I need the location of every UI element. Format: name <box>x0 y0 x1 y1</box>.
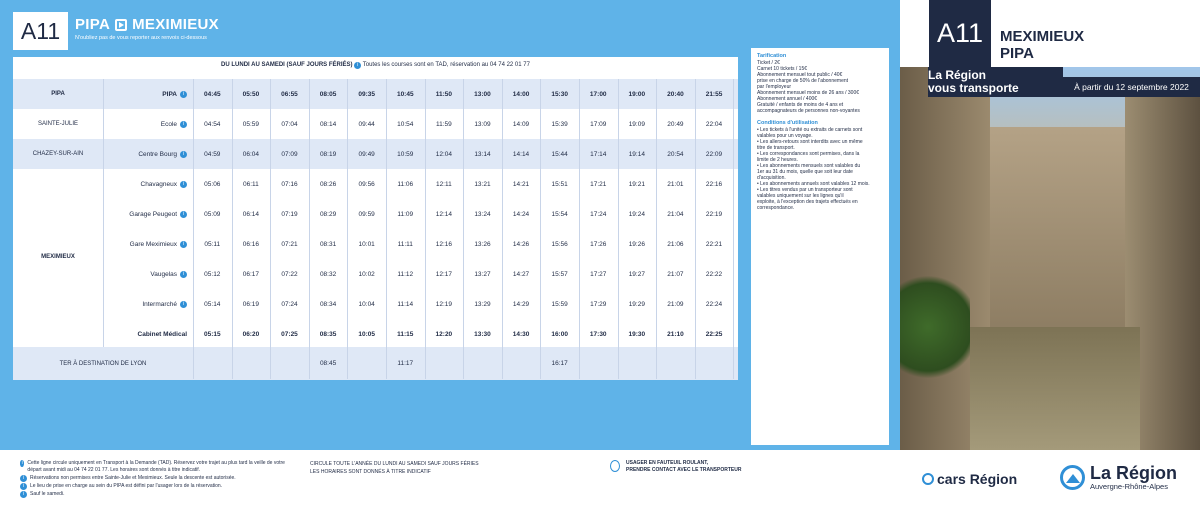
footnote-text: Sauf le samedi. <box>30 491 65 497</box>
time-cell: 14:21 <box>512 180 530 188</box>
time-cell: 07:04 <box>281 120 298 128</box>
condition-line: • Les correspondances sont permises, dans la <box>757 151 860 157</box>
stop-cell <box>103 241 193 248</box>
time-cell: 13:14 <box>474 150 491 158</box>
time-cell: 22:25 <box>705 330 723 338</box>
time-cell: 13:24 <box>474 210 491 218</box>
condition-line: • Les tickets à l'unité ou extraits de carnets sont <box>757 127 863 133</box>
stop-cell <box>103 211 193 218</box>
time-cell: 08:32 <box>319 270 337 278</box>
footnote <box>20 483 300 490</box>
stop-name: Ecole <box>160 120 177 128</box>
stop-name: Cabinet Médical <box>137 330 187 338</box>
condition-line: valables uniquement sur les lignes qu'il <box>757 193 844 199</box>
ter-row <box>13 347 738 380</box>
time-cell: 17:29 <box>590 300 607 308</box>
column-divider <box>232 79 233 379</box>
time-cell: 19:27 <box>628 270 645 278</box>
footnotes <box>20 460 300 499</box>
time-cell: 15:51 <box>551 180 568 188</box>
time-cell: 05:12 <box>204 270 221 278</box>
footnote-icon: i <box>20 483 27 490</box>
ter-time-cell: 08:45 <box>319 360 337 367</box>
region-tagline-1: La Région <box>928 68 987 82</box>
table-row <box>13 289 738 319</box>
time-cell: 17:14 <box>590 150 607 158</box>
time-cell: 14:09 <box>512 120 530 128</box>
table-row <box>13 109 738 139</box>
tarif-line: Carnet 10 tickets / 15€ <box>757 66 808 72</box>
info-icon: i <box>180 121 187 128</box>
tarif-box <box>751 48 889 445</box>
time-cell: 06:16 <box>242 240 260 248</box>
time-cell: 05:06 <box>204 180 221 188</box>
info-icon: i <box>180 151 187 158</box>
condition-line: titre de transport. <box>757 145 795 151</box>
footer <box>0 450 900 510</box>
stop-cell <box>103 331 193 338</box>
condition-line: limite de 2 heures. <box>757 157 798 163</box>
condition-line: valables pour un voyage. <box>757 133 813 139</box>
time-cell: 12:17 <box>435 270 452 278</box>
time-cell: 13:09 <box>474 120 491 128</box>
cars-region-text: cars Région <box>937 471 1018 487</box>
tarif-line: Abonnement mensuel tout public / 40€ <box>757 72 843 78</box>
column-divider <box>386 79 387 379</box>
conditions-title: Conditions d'utilisation <box>757 120 818 126</box>
footer-mid <box>310 460 510 476</box>
time-cell: 22:19 <box>705 210 723 218</box>
time-cell: 20:40 <box>667 90 684 98</box>
time-cell: 05:14 <box>204 300 221 308</box>
stop-cell <box>103 271 193 278</box>
time-cell: 07:16 <box>281 180 298 188</box>
town-cell: SAINTE-JULIE <box>37 121 78 127</box>
time-cell: 17:30 <box>589 330 607 338</box>
time-cell: 17:27 <box>590 270 607 278</box>
time-cell: 07:25 <box>281 330 298 338</box>
tarif-title: Tarification <box>757 53 787 59</box>
time-cell: 12:11 <box>435 180 452 188</box>
time-cell: 10:04 <box>358 300 375 308</box>
time-cell: 17:00 <box>589 90 607 98</box>
time-cell: 19:14 <box>628 150 645 158</box>
time-cell: 05:15 <box>203 330 221 338</box>
column-divider <box>540 79 541 379</box>
cars-region-logo <box>922 471 1017 487</box>
time-cell: 06:14 <box>242 210 260 218</box>
date-banner: À partir du 12 septembre 2022 <box>1063 77 1200 97</box>
conditions-lines <box>757 127 883 211</box>
time-cell: 21:04 <box>667 210 684 218</box>
stop-name: Intermarché <box>142 300 177 308</box>
time-cell: 10:54 <box>397 120 414 128</box>
time-cell: 09:56 <box>358 180 375 188</box>
time-cell: 19:21 <box>628 180 645 188</box>
time-cell: 05:11 <box>204 240 221 248</box>
tarif-line: Abonnement mensuel moins de 26 ans / 300€ <box>757 90 860 96</box>
info-icon: i <box>180 271 187 278</box>
time-cell: 07:22 <box>281 270 298 278</box>
time-cell: 22:16 <box>705 180 723 188</box>
wheelchair-icon <box>610 460 620 472</box>
time-cell: 05:09 <box>204 210 221 218</box>
time-cell: 15:57 <box>551 270 568 278</box>
cover-title-2: PIPA <box>1000 45 1034 62</box>
condition-line: d'acquisition. <box>757 175 786 181</box>
time-cell: 11:06 <box>397 180 414 188</box>
time-cell: 04:59 <box>204 150 221 158</box>
info-icon: i <box>180 181 187 188</box>
time-cell: 10:59 <box>397 150 414 158</box>
time-cell: 15:56 <box>551 240 568 248</box>
column-divider <box>656 79 657 379</box>
time-cell: 08:14 <box>319 120 337 128</box>
time-cell: 08:29 <box>319 210 337 218</box>
time-cell: 17:24 <box>590 210 607 218</box>
time-cell: 19:30 <box>628 330 646 338</box>
footnote-icon: i <box>20 491 27 498</box>
time-cell: 15:54 <box>551 210 568 218</box>
footnote-text: Le lieu de prise en charge au sein du PIPA est défini par l'usager lors de la réservation. <box>30 483 223 489</box>
stop-cell <box>103 121 193 128</box>
time-cell: 19:24 <box>628 210 645 218</box>
time-cell: 06:19 <box>242 300 260 308</box>
logos <box>900 450 1200 510</box>
time-cell: 08:31 <box>319 240 337 248</box>
time-cell: 05:50 <box>242 90 260 98</box>
info-icon: i <box>180 301 187 308</box>
stop-cell <box>103 301 193 308</box>
stop-name: Garage Peugeot <box>129 210 177 218</box>
time-cell: 11:50 <box>435 90 452 98</box>
time-cell: 08:05 <box>319 90 337 98</box>
column-divider <box>309 79 310 379</box>
time-cell: 08:34 <box>319 300 337 308</box>
time-cell: 07:19 <box>281 210 298 218</box>
cover-title-1: MEXIMIEUX <box>1000 28 1085 45</box>
footnote <box>20 491 300 498</box>
time-cell: 08:26 <box>319 180 337 188</box>
ter-time-cell: 11:17 <box>397 360 414 367</box>
time-cell: 13:00 <box>474 90 491 98</box>
time-cell: 21:06 <box>667 240 684 248</box>
town-cell: CHAZEY-SUR-AIN <box>32 151 84 157</box>
time-cell: 05:59 <box>242 120 260 128</box>
condition-line: • Les abonnements annuels sont valables 12 mois. <box>757 181 870 187</box>
tarif-lines <box>757 60 883 114</box>
cars-region-icon <box>922 473 934 485</box>
footnote-icon: i <box>21 460 23 466</box>
time-cell: 11:59 <box>435 120 452 128</box>
stop-name: Vaugelas <box>150 270 177 278</box>
town-meximieux: MEXIMIEUX <box>41 254 75 260</box>
time-cell: 17:21 <box>590 180 607 188</box>
time-cell: 09:59 <box>358 210 375 218</box>
timetable-notice <box>13 62 738 69</box>
route-subtitle: N'oubliez pas de vous reporter aux renvois ci-dessous <box>75 35 207 41</box>
column-divider <box>733 79 734 379</box>
condition-line: • Les abonnements mensuels sont valables du <box>757 163 861 169</box>
footnote <box>20 460 300 474</box>
stop-name: Chavagneux <box>140 180 177 188</box>
time-cell: 20:54 <box>667 150 684 158</box>
tarif-line: accompagnateurs de personnes non-voyantes <box>757 108 860 114</box>
time-cell: 12:04 <box>435 150 452 158</box>
time-cell: 10:01 <box>358 240 375 248</box>
info-icon: i <box>180 91 187 98</box>
time-cell: 13:29 <box>474 300 491 308</box>
time-cell: 17:09 <box>590 120 607 128</box>
time-cell: 21:09 <box>667 300 684 308</box>
time-cell: 14:00 <box>512 90 530 98</box>
photo-building <box>990 127 1125 347</box>
tarif-line: prise en charge de 50% de l'abonnement <box>757 78 849 84</box>
table-row <box>13 169 738 199</box>
la-region-name: La Région <box>1090 463 1178 483</box>
time-cell: 19:26 <box>628 240 645 248</box>
time-cell: 15:30 <box>551 90 568 98</box>
time-cell: 06:20 <box>242 330 260 338</box>
column-divider <box>579 79 580 379</box>
tarif-line: par l'employeur <box>757 84 792 90</box>
column-divider <box>347 79 348 379</box>
notice-days: DU LUNDI AU SAMEDI (SAUF JOURS FÉRIÉS) <box>221 62 353 68</box>
info-icon: i <box>180 241 187 248</box>
time-cell: 12:14 <box>435 210 452 218</box>
wheel-line: PRENDRE CONTACT AVEC LE TRANSPORTEUR <box>626 467 742 473</box>
time-cell: 09:44 <box>358 120 375 128</box>
notice-info: Toutes les courses sont en TAD, réservation au 04 74 22 01 77 <box>362 62 530 68</box>
column-divider <box>270 79 271 379</box>
time-cell: 20:49 <box>667 120 684 128</box>
condition-line: • Les titres vendus par un transporteur sont <box>757 187 853 193</box>
photo-foliage <box>900 267 970 387</box>
route-to: MEXIMIEUX <box>132 16 219 33</box>
time-cell: 22:24 <box>705 300 723 308</box>
time-cell: 14:24 <box>512 210 530 218</box>
time-cell: 12:20 <box>435 330 453 338</box>
time-cell: 10:05 <box>358 330 375 338</box>
time-cell: 11:14 <box>397 300 414 308</box>
time-cell: 10:45 <box>396 90 414 98</box>
time-cell: 06:11 <box>242 180 259 188</box>
cover-title <box>1000 28 1084 62</box>
ter-time-cell: 16:17 <box>551 360 568 367</box>
stop-name: Gare Meximieux <box>129 240 177 248</box>
time-cell: 13:26 <box>474 240 491 248</box>
time-cell: 21:10 <box>667 330 684 338</box>
line-badge: A11 <box>13 12 68 50</box>
wheelchair-note <box>610 460 741 474</box>
photo-street <box>970 327 1140 450</box>
route-from: PIPA <box>75 16 111 33</box>
footnote-text: Réservations non permises entre Sainte-Julie et Meximieux. Seule la descente est autorisée. <box>30 475 236 481</box>
time-cell: 21:55 <box>705 90 723 98</box>
time-cell: 15:44 <box>551 150 568 158</box>
stop-cell <box>103 151 193 158</box>
header <box>0 0 900 50</box>
time-cell: 06:17 <box>242 270 260 278</box>
time-cell: 09:49 <box>358 150 375 158</box>
cover-panel <box>900 0 1200 510</box>
region-tagline-2: vous transporte <box>928 81 1019 95</box>
time-cell: 14:30 <box>512 330 530 338</box>
time-cell: 11:09 <box>397 210 414 218</box>
condition-line: • Les allers-retours sont interdits avec un même <box>757 139 863 145</box>
time-cell: 10:02 <box>358 270 375 278</box>
column-divider <box>193 79 194 379</box>
village-photo <box>900 67 1200 450</box>
time-cell: 07:21 <box>281 240 298 248</box>
time-cell: 11:12 <box>397 270 414 278</box>
time-cell: 16:00 <box>551 330 568 338</box>
time-cell: 21:07 <box>667 270 684 278</box>
footer-mid-line: CIRCULE TOUTE L'ANNÉE DU LUNDI AU SAMEDI SAUF JOURS FÉRIES <box>310 461 479 467</box>
column-divider <box>463 79 464 379</box>
condition-line: 1er au 31 du mois, quelle que soit leur date <box>757 169 853 175</box>
time-cell: 21:01 <box>667 180 684 188</box>
condition-line: correspondance. <box>757 205 795 211</box>
time-cell: 08:19 <box>319 150 337 158</box>
time-cell: 08:35 <box>319 330 337 338</box>
time-cell: 19:29 <box>628 300 645 308</box>
time-cell: 13:21 <box>474 180 491 188</box>
la-region-logo <box>1060 464 1177 491</box>
tarif-line: Ticket / 2€ <box>757 60 780 66</box>
time-cell: 17:26 <box>590 240 607 248</box>
time-cell: 22:04 <box>705 120 723 128</box>
time-cell: 15:59 <box>551 300 568 308</box>
footnote-icon: i <box>20 475 27 482</box>
route-title <box>75 16 219 33</box>
time-cell: 19:09 <box>628 120 645 128</box>
column-divider <box>618 79 619 379</box>
time-cell: 11:11 <box>397 240 413 248</box>
stop-name: Centre Bourg <box>138 150 177 158</box>
stop-name: PIPA <box>162 90 177 98</box>
time-cell: 15:39 <box>551 120 568 128</box>
table-row <box>13 79 738 109</box>
la-region-icon <box>1060 465 1085 490</box>
footnote-text: Cette ligne circule uniquement en Transport à la Demande (TAD). Réservez votre trajet au plus tard la veille de votre départ avant midi au 04 74 22 01 77. Les horaires sont donnés à titre indicatif. <box>27 460 285 473</box>
town-cell: PIPA <box>51 91 65 97</box>
time-cell: 07:24 <box>281 300 298 308</box>
time-cell: 14:29 <box>512 300 530 308</box>
time-cell: 14:27 <box>512 270 530 278</box>
region-tagline <box>928 67 1063 97</box>
cover-header <box>900 0 1200 67</box>
time-cell: 13:30 <box>474 330 491 338</box>
time-cell: 22:21 <box>705 240 723 248</box>
time-cell: 04:45 <box>203 90 221 98</box>
cover-line-badge: A11 <box>929 0 991 67</box>
info-icon: i <box>354 62 361 69</box>
footer-mid-line: LES HORAIRES SONT DONNÉS À TITRE INDICATIF <box>310 469 431 475</box>
tarif-line: Abonnement annuel / 400€ <box>757 96 818 102</box>
time-cell: 12:16 <box>435 240 452 248</box>
la-region-sub: Auvergne-Rhône-Alpes <box>1090 482 1168 491</box>
time-cell: 22:09 <box>705 150 723 158</box>
time-cell: 07:09 <box>281 150 298 158</box>
time-cell: 04:54 <box>204 120 221 128</box>
time-cell: 19:00 <box>628 90 646 98</box>
time-cell: 06:55 <box>281 90 298 98</box>
condition-line: exploite, à l'exception des trajets effectués en <box>757 199 858 205</box>
column-divider <box>502 79 503 379</box>
stop-cell <box>103 91 193 98</box>
ter-label: TER À DESTINATION DE LYON <box>59 360 147 367</box>
tarif-line: Gratuité / enfants de moins de 4 ans et <box>757 102 844 108</box>
stop-cell <box>103 181 193 188</box>
time-cell: 22:22 <box>705 270 723 278</box>
table-row <box>13 139 738 169</box>
time-cell: 06:04 <box>242 150 260 158</box>
table-row <box>13 259 738 289</box>
table-row <box>13 319 738 349</box>
time-cell: 14:14 <box>512 150 530 158</box>
table-row <box>13 229 738 259</box>
time-cell: 14:26 <box>512 240 530 248</box>
timetable <box>13 57 738 380</box>
time-cell: 09:35 <box>358 90 375 98</box>
table-row <box>13 199 738 229</box>
wheel-line: USAGER EN FAUTEUIL ROULANT, <box>626 460 709 466</box>
column-divider <box>103 79 104 347</box>
footnote <box>20 475 300 482</box>
info-icon: i <box>180 211 187 218</box>
column-divider <box>695 79 696 379</box>
arrow-icon <box>115 19 127 31</box>
time-cell: 11:15 <box>397 330 414 338</box>
time-cell: 13:27 <box>474 270 491 278</box>
column-divider <box>425 79 426 379</box>
time-cell: 12:19 <box>435 300 452 308</box>
